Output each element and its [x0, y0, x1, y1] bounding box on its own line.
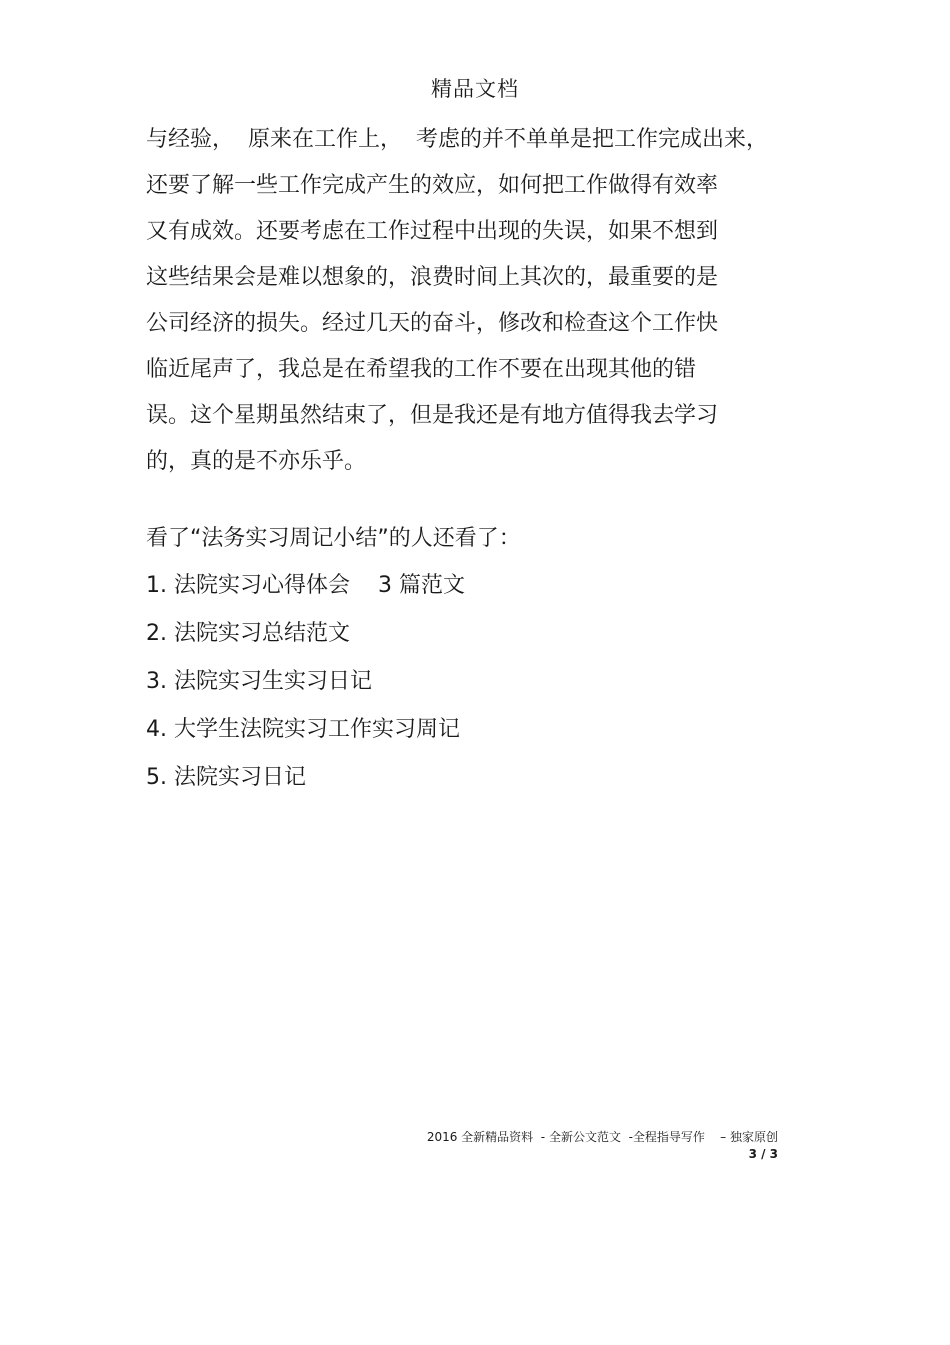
footer-tagline: 2016 全新精品资料 - 全新公文范文 -全程指导写作 – 独家原创 [426, 1130, 778, 1144]
body-line: 公司经济的损失。经过几天的奋斗，修改和检查这个工作快 [146, 311, 719, 336]
page-number: 3 / 3 [748, 1147, 778, 1161]
related-article-link[interactable]: 2. 法院实习总结范文 [146, 621, 350, 646]
body-line: 临近尾声了，我总是在希望我的工作不要在出现其他的错 [146, 357, 697, 382]
related-article-link[interactable]: 4. 大学生法院实习工作实习周记 [146, 717, 460, 742]
body-line: 的，真的是不亦乐乎。 [146, 449, 367, 474]
article-body [146, 117, 786, 485]
body-line: 又有成效。还要考虑在工作过程中出现的失误，如果不想到 [146, 219, 719, 244]
related-article-link[interactable]: 5. 法院实习日记 [146, 765, 306, 790]
body-line: 这些结果会是难以想象的，浪费时间上其次的，最重要的是 [146, 265, 719, 290]
page-header-title: 精品文档 [431, 77, 519, 101]
body-line: 误。这个星期虽然结束了，但是我还是有地方值得我去学习 [146, 403, 719, 428]
related-articles [146, 516, 786, 802]
related-articles-heading: 看了“法务实习周记小结”的人还看了： [146, 526, 521, 551]
related-article-link[interactable]: 1. 法院实习心得体会 3 篇范文 [146, 573, 465, 598]
body-line: 与经验， 原来在工作上， 考虑的并不单单是把工作完成出来， [146, 127, 768, 152]
page-footer [427, 1129, 778, 1163]
related-article-link[interactable]: 3. 法院实习生实习日记 [146, 669, 372, 694]
body-line: 还要了解一些工作完成产生的效应，如何把工作做得有效率 [146, 173, 719, 198]
